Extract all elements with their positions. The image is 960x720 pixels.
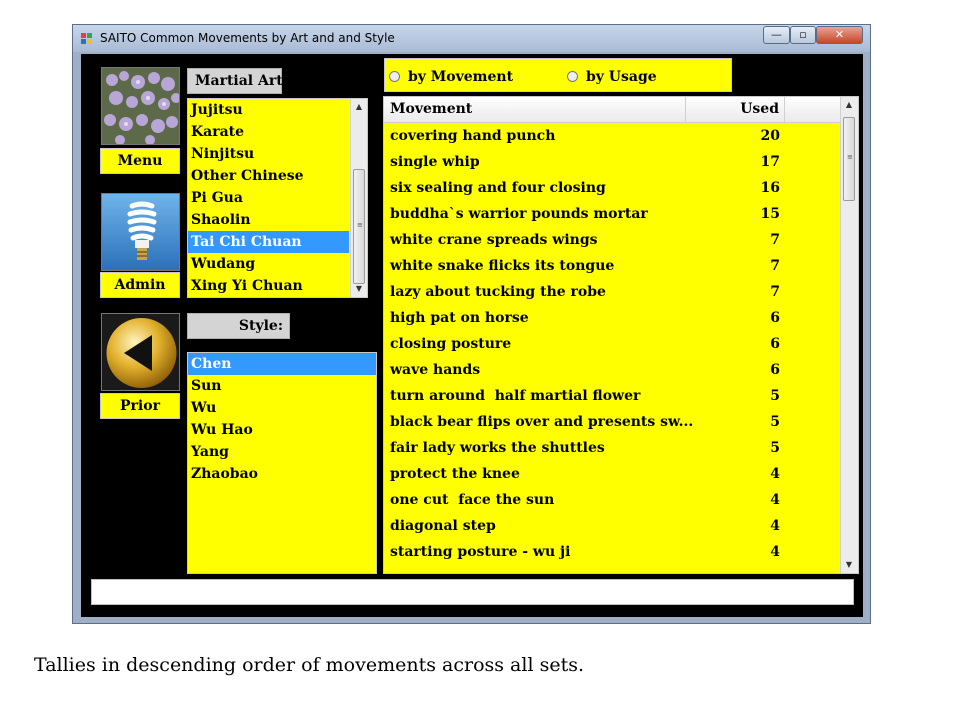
title-bar[interactable] xyxy=(73,25,870,52)
martial-art-item[interactable]: Wudang xyxy=(191,256,256,272)
table-row[interactable] xyxy=(384,435,841,461)
table-row[interactable] xyxy=(384,201,841,227)
used-cell: 4 xyxy=(770,518,780,534)
wisteria-flowers-icon[interactable] xyxy=(101,67,180,145)
scroll-thumb[interactable]: ≡ xyxy=(353,169,365,284)
martial-art-item[interactable]: Pi Gua xyxy=(191,190,243,206)
martial-art-item[interactable]: Jujitsu xyxy=(191,102,243,118)
movement-cell: white crane spreads wings xyxy=(390,232,598,248)
martial-art-scrollbar[interactable] xyxy=(350,99,367,297)
close-button[interactable]: ✕ xyxy=(816,26,863,44)
style-caption: Style: xyxy=(187,313,290,339)
table-row[interactable] xyxy=(384,175,841,201)
minimize-button[interactable]: — xyxy=(763,26,790,44)
movement-cell: closing posture xyxy=(390,336,512,352)
used-cell: 6 xyxy=(770,336,780,352)
used-cell: 7 xyxy=(770,284,780,300)
martial-art-item[interactable]: Ninjitsu xyxy=(191,146,255,162)
table-row[interactable] xyxy=(384,149,841,175)
table-row[interactable] xyxy=(384,383,841,409)
movement-cell: diagonal step xyxy=(390,518,496,534)
by-movement-radio[interactable] xyxy=(389,69,513,85)
used-cell: 4 xyxy=(770,544,780,560)
movement-cell: turn around half martial flower xyxy=(390,388,641,404)
menu-button[interactable]: Menu xyxy=(100,148,180,174)
table-row[interactable] xyxy=(384,279,841,305)
movement-cell: buddha`s warrior pounds mortar xyxy=(390,206,648,222)
used-cell: 5 xyxy=(770,414,780,430)
martial-art-item[interactable]: Karate xyxy=(191,124,245,140)
movement-cell: single whip xyxy=(390,154,480,170)
used-cell: 17 xyxy=(760,154,780,170)
by-usage-label: by Usage xyxy=(586,69,657,85)
movement-cell: six sealing and four closing xyxy=(390,180,606,196)
martial-art-item[interactable]: Xing Yi Chuan xyxy=(191,278,303,294)
used-cell: 4 xyxy=(770,466,780,482)
app-icon xyxy=(81,33,93,45)
radio-circle-icon xyxy=(567,71,578,82)
admin-button[interactable]: Admin xyxy=(100,272,180,298)
light-bulb-icon[interactable] xyxy=(101,193,180,271)
scroll-down-icon[interactable]: ▼ xyxy=(355,284,363,293)
movement-cell: black bear flips over and presents sw... xyxy=(390,414,694,430)
maximize-button[interactable]: ▫ xyxy=(790,26,816,44)
used-column-header[interactable]: Used xyxy=(686,97,785,122)
table-row[interactable] xyxy=(384,357,841,383)
table-row[interactable] xyxy=(384,487,841,513)
movement-cell: high pat on horse xyxy=(390,310,529,326)
movement-grid[interactable] xyxy=(383,96,859,574)
table-row[interactable] xyxy=(384,253,841,279)
style-item[interactable]: Sun xyxy=(191,378,222,394)
table-row[interactable] xyxy=(384,227,841,253)
table-row[interactable] xyxy=(384,305,841,331)
table-row[interactable] xyxy=(384,123,841,149)
martial-art-list[interactable] xyxy=(187,98,368,298)
style-item[interactable]: Wu xyxy=(191,400,217,416)
movement-cell: wave hands xyxy=(390,362,481,378)
style-item[interactable]: Chen xyxy=(188,353,376,375)
used-cell: 15 xyxy=(760,206,780,222)
page-caption: Tallies in descending order of movements across all sets. xyxy=(34,654,584,676)
status-bar[interactable] xyxy=(91,579,854,605)
prior-button[interactable]: Prior xyxy=(100,393,180,419)
movement-column-header[interactable]: Movement xyxy=(384,97,686,122)
scroll-down-icon[interactable]: ▼ xyxy=(845,560,853,569)
sort-options xyxy=(384,58,732,92)
style-item[interactable]: Yang xyxy=(191,444,229,460)
by-movement-label: by Movement xyxy=(408,69,514,85)
client-area xyxy=(81,54,863,617)
movement-cell: one cut face the sun xyxy=(390,492,555,508)
app-window xyxy=(72,24,871,624)
grid-header xyxy=(384,97,841,123)
style-item[interactable]: Wu Hao xyxy=(191,422,253,438)
grid-scrollbar[interactable] xyxy=(840,97,858,573)
martial-art-item[interactable]: Shaolin xyxy=(191,212,251,228)
martial-art-item[interactable]: Other Chinese xyxy=(191,168,304,184)
radio-circle-icon xyxy=(389,71,400,82)
movement-cell: starting posture - wu ji xyxy=(390,544,571,560)
scroll-up-icon[interactable]: ▲ xyxy=(845,100,853,109)
used-cell: 7 xyxy=(770,232,780,248)
table-row[interactable] xyxy=(384,331,841,357)
movement-cell: protect the knee xyxy=(390,466,520,482)
martial-art-caption: Martial Art: xyxy=(187,68,282,94)
used-cell: 5 xyxy=(770,440,780,456)
table-row[interactable] xyxy=(384,539,841,565)
used-cell: 16 xyxy=(760,180,780,196)
movement-cell: fair lady works the shuttles xyxy=(390,440,605,456)
used-cell: 20 xyxy=(760,128,780,144)
used-cell: 5 xyxy=(770,388,780,404)
movement-cell: lazy about tucking the robe xyxy=(390,284,606,300)
scroll-up-icon[interactable]: ▲ xyxy=(355,102,363,111)
style-list[interactable] xyxy=(187,352,377,574)
martial-art-item[interactable]: Tai Chi Chuan xyxy=(188,231,349,253)
back-arrow-icon[interactable] xyxy=(101,313,180,391)
used-cell: 7 xyxy=(770,258,780,274)
table-row[interactable] xyxy=(384,461,841,487)
style-item[interactable]: Zhaobao xyxy=(191,466,259,482)
table-row[interactable] xyxy=(384,513,841,539)
used-cell: 6 xyxy=(770,310,780,326)
used-cell: 6 xyxy=(770,362,780,378)
movement-cell: covering hand punch xyxy=(390,128,556,144)
movement-cell: white snake flicks its tongue xyxy=(390,258,615,274)
table-row[interactable] xyxy=(384,409,841,435)
by-usage-radio[interactable] xyxy=(567,69,657,85)
used-cell: 4 xyxy=(770,492,780,508)
window-title: SAITO Common Movements by Art and and Style xyxy=(100,31,395,45)
scroll-thumb[interactable]: ≡ xyxy=(843,117,855,201)
